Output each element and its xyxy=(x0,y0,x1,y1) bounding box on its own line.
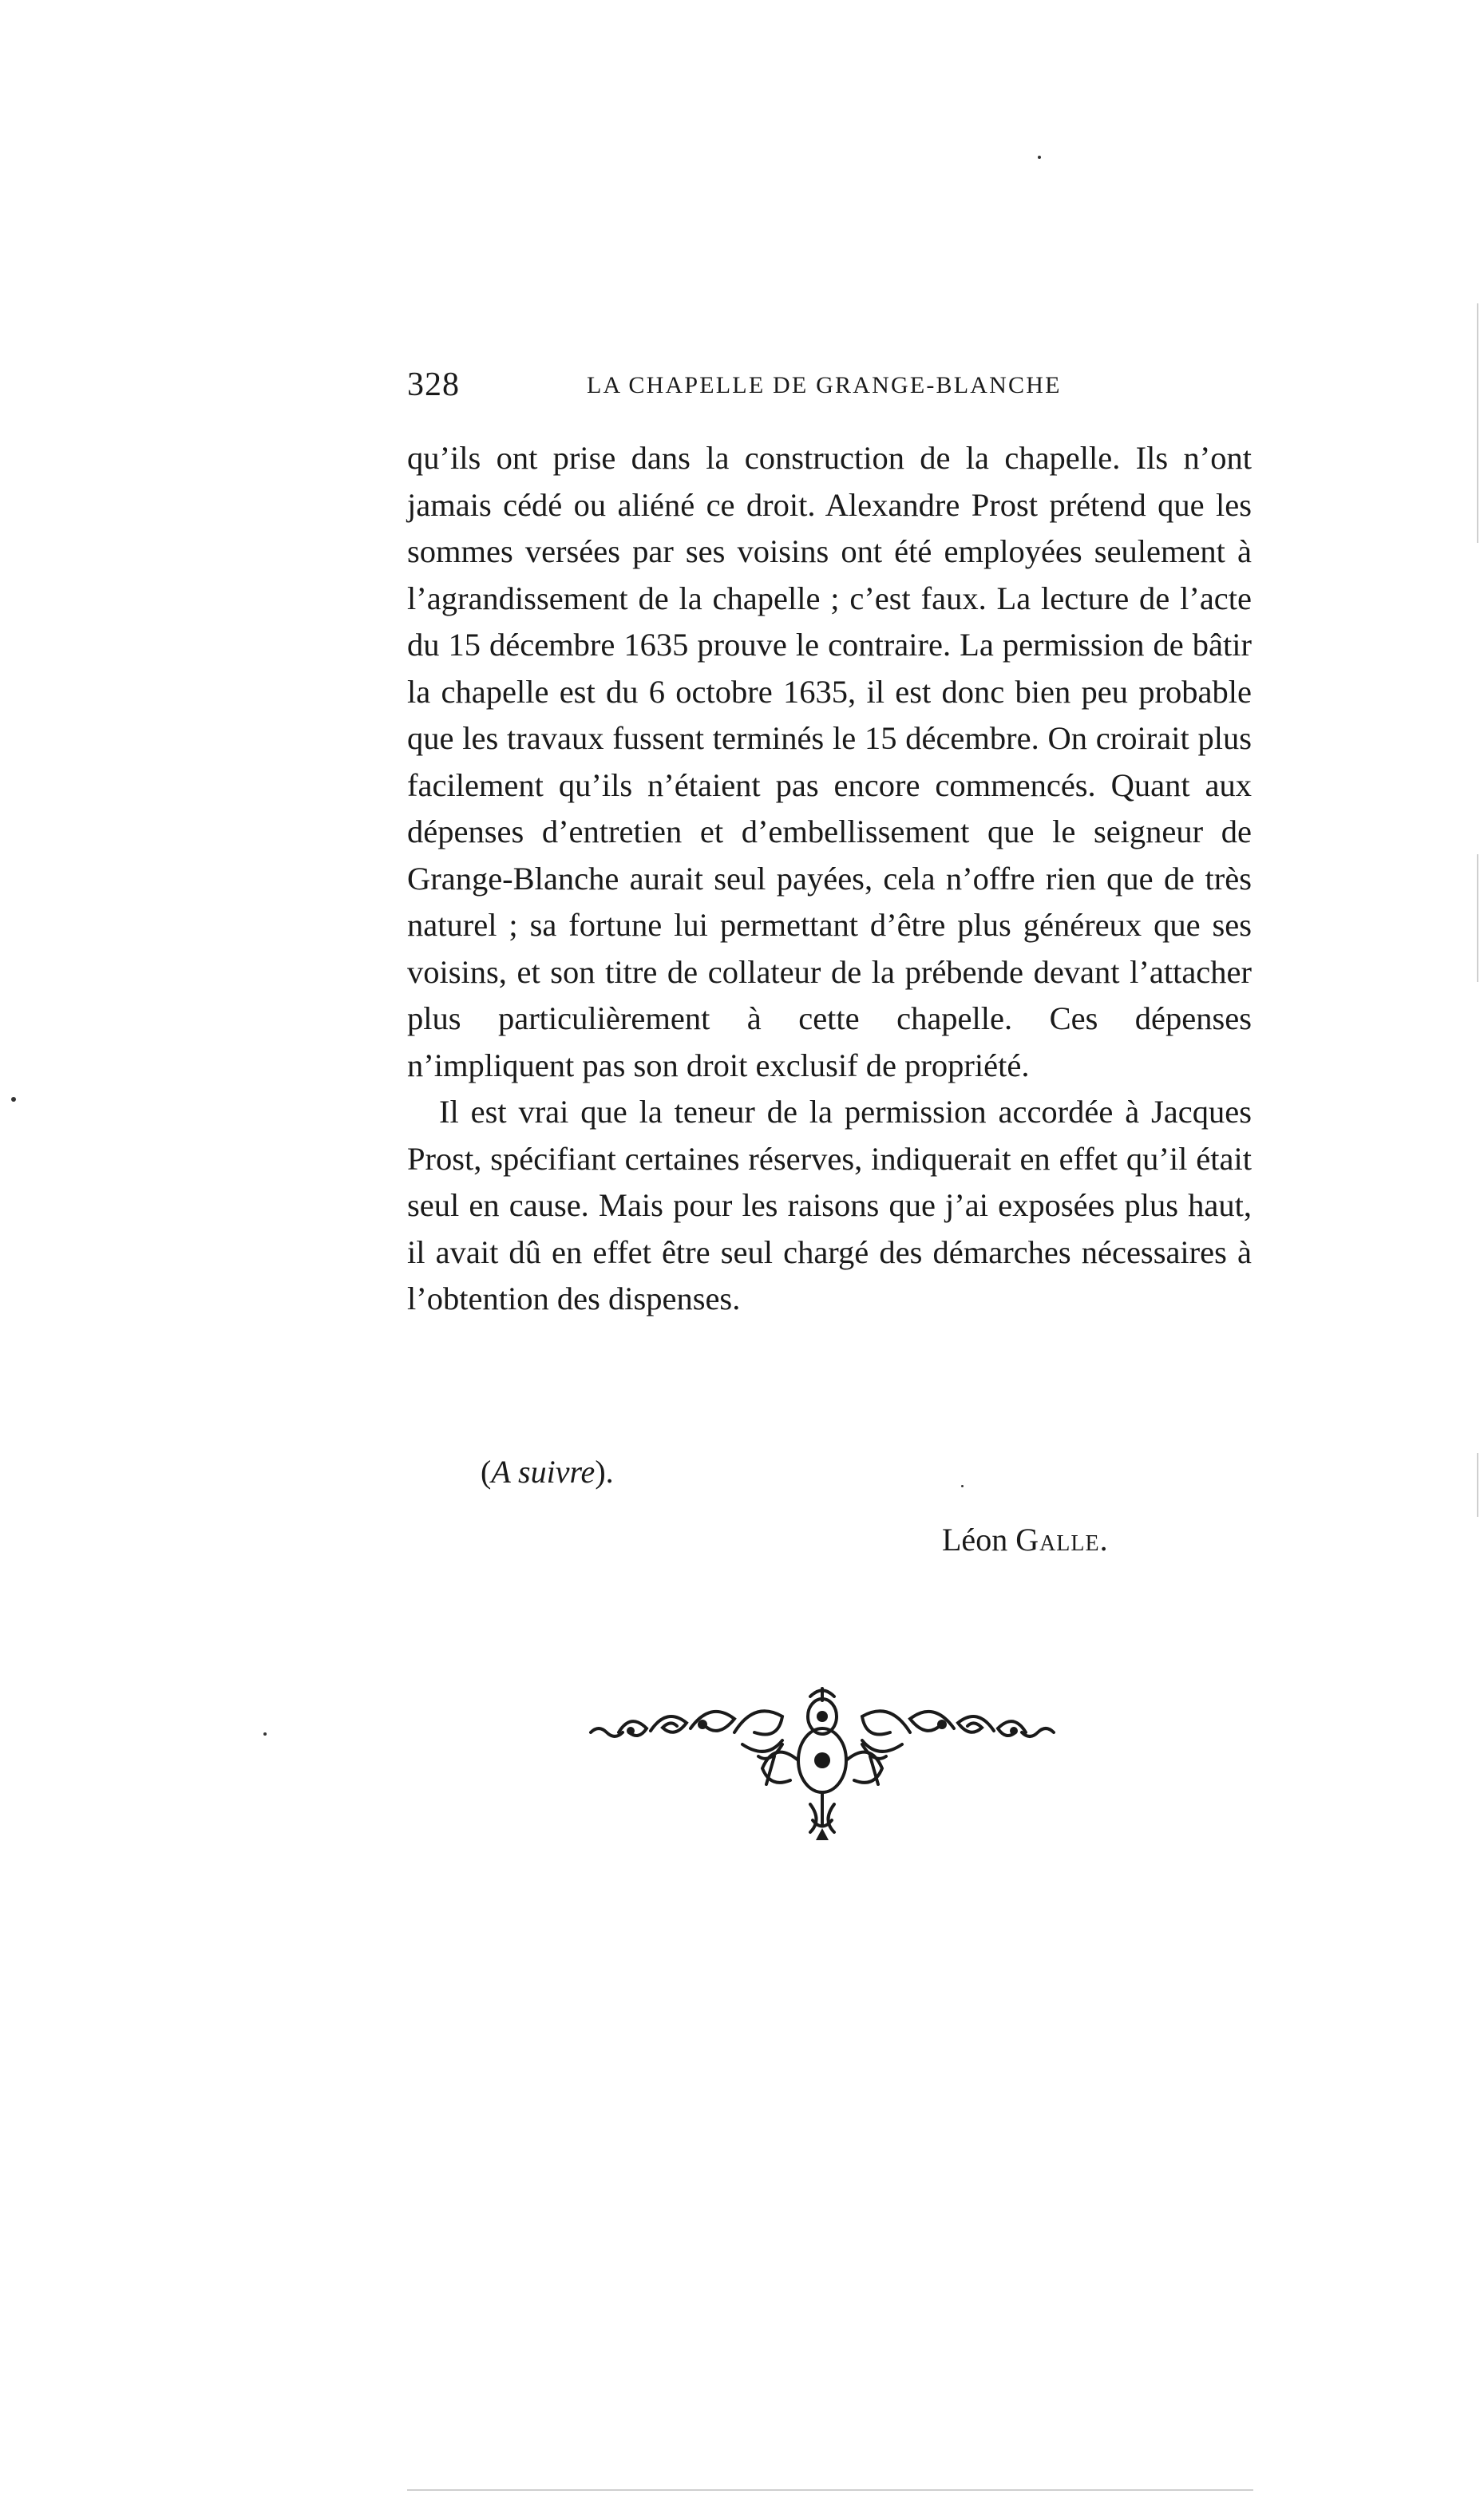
running-head xyxy=(407,366,1253,414)
floral-ornament-icon xyxy=(583,1685,1062,1844)
to-be-continued xyxy=(481,1453,614,1491)
scan-edge-line xyxy=(1477,1453,1478,1517)
scan-speck xyxy=(11,1097,16,1102)
scan-speck xyxy=(961,1485,964,1487)
author-last-name: Galle. xyxy=(1015,1522,1109,1558)
scan-edge-line xyxy=(1477,303,1478,543)
scan-edge-line xyxy=(1477,854,1478,982)
page-number: 328 xyxy=(407,366,460,403)
running-title: LA CHAPELLE DE GRANGE-BLANCHE xyxy=(587,372,1062,398)
body-text xyxy=(407,435,1252,1323)
scan-speck xyxy=(263,1732,267,1736)
scan-bottom-line xyxy=(407,2489,1253,2491)
open-paren: ( xyxy=(481,1454,492,1490)
scan-speck xyxy=(1038,156,1041,159)
author-signature xyxy=(942,1521,1109,1558)
to-follow-text: A suivre xyxy=(491,1454,596,1490)
paragraph: Il est vrai que la teneur de la permission accordée à Jacques Prost, spécifiant certaines réserves, indiquerait en effet qu’il était seul en cause. Mais pour les raisons que j’ai exposées plus haut, il avait dû en effet être seul chargé des démarches nécessaires à l’obtention des dispenses. xyxy=(407,1094,1252,1316)
author-first-name: Léon xyxy=(942,1522,1008,1558)
paragraph-continued: qu’ils ont prise dans la construction de la chapelle. Ils n’ont jamais cédé ou aliéné ce droit. Alexandre Prost prétend que les sommes versées par ses voisins ont été employées seulement à l’agrandissement de la chapelle ; c’est faux. La lecture de l’acte du 15 décembre 1635 prouve le contraire. La permission de bâtir la chapelle est du 6 octobre 1635, il est donc bien peu probable que les travaux fussent terminés le 15 décembre. On croirait plus facilement qu’ils n’étaient pas encore commencés. Quant aux dépenses d’entretien et d’embellissement que le seigneur de Grange-Blanche aurait seul payées, cela n’offre rien que de très naturel ; sa fortune lui permettant d’être plus généreux que ses voisins, et son titre de collateur de la prébende devant l’attacher plus particulièrement à cette chapelle. Ces dépenses n’impliquent pas son droit exclusif de propriété. xyxy=(407,440,1252,1083)
close-paren: ). xyxy=(595,1454,614,1490)
